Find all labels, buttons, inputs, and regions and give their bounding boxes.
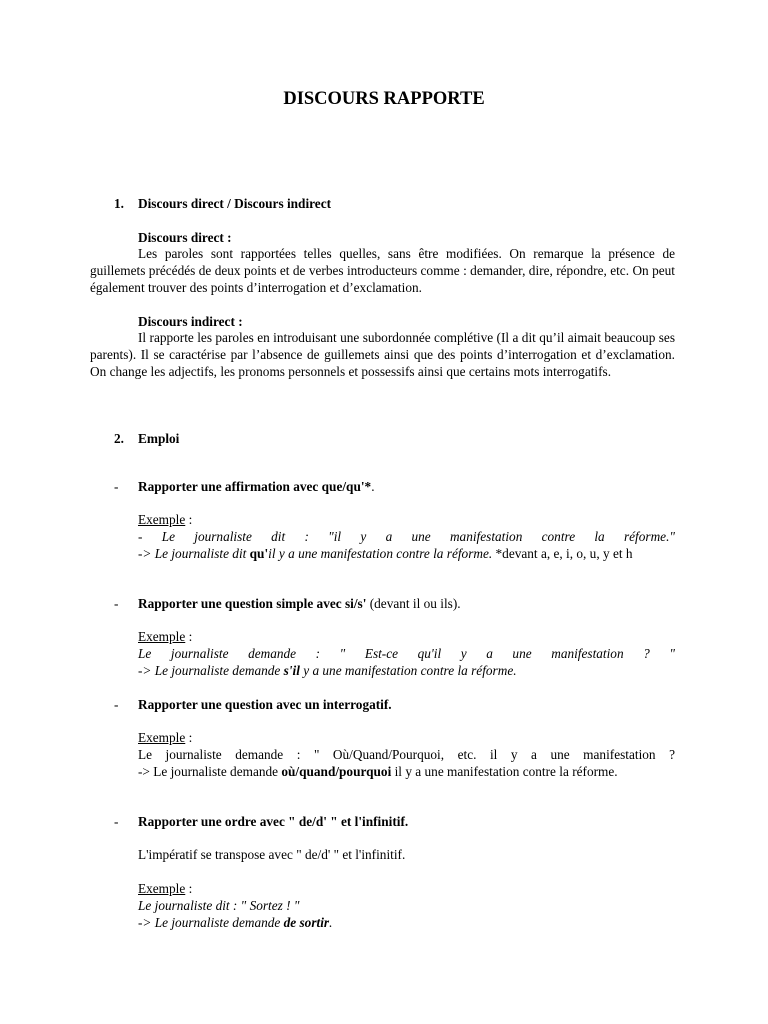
example-1-direct-line: - Le journaliste dit : "il y a une manifestation contre la réforme." xyxy=(138,529,675,544)
example-1-rest-text: il y a une manifestation contre la réforme. xyxy=(268,546,493,561)
example-2-indirect-line xyxy=(138,663,675,680)
example-2-keyword: s'il xyxy=(283,663,300,678)
example-3-label xyxy=(138,730,192,747)
indirect-speech-label: Discours indirect : xyxy=(138,314,243,329)
example-2-label-colon: : xyxy=(185,629,193,644)
item-2-bullet: - xyxy=(114,596,119,611)
item-4-note: L'impératif se transpose avec " de/d' " et l'infinitif. xyxy=(138,847,406,862)
example-3-indirect-line xyxy=(138,764,675,781)
example-3-arrow-text: -> Le journaliste demande xyxy=(138,764,282,779)
section-2-heading: Emploi xyxy=(138,431,180,446)
example-4-label xyxy=(138,881,192,898)
item-2-heading xyxy=(138,596,461,613)
section-2-number: 2. xyxy=(114,431,124,446)
section-1-number: 1. xyxy=(114,196,124,211)
example-3-label-text: Exemple xyxy=(138,730,186,745)
example-1-arrow-text: -> Le journaliste dit xyxy=(138,546,250,561)
item-1-heading-after: . xyxy=(371,479,375,494)
example-2-direct-line: Le journaliste demande : " Est-ce qu'il y a une manifestation ? " xyxy=(138,646,675,661)
example-3-direct-line: Le journaliste demande : " Où/Quand/Pourquoi, etc. il y a une manifestation ? xyxy=(138,747,675,762)
example-1-footnote: *devant a, e, i, o, u, y et h xyxy=(492,546,633,561)
example-4-label-colon: : xyxy=(185,881,193,896)
item-3-bullet: - xyxy=(114,697,119,712)
example-4-keyword: de sortir xyxy=(283,915,330,930)
example-4-rest-text: . xyxy=(329,915,333,930)
example-3-label-colon: : xyxy=(185,730,193,745)
example-1-label xyxy=(138,512,192,529)
example-4-direct-line: Le journaliste dit : " Sortez ! " xyxy=(138,898,300,913)
item-4-heading: Rapporter une ordre avec " de/d' " et l'infinitif. xyxy=(138,814,409,829)
example-3-rest-text: il y a une manifestation contre la réforme. xyxy=(391,764,618,779)
example-2-label-text: Exemple xyxy=(138,629,186,644)
example-1-label-text: Exemple xyxy=(138,512,186,527)
direct-speech-paragraph: Les paroles sont rapportées telles quelles, sans être modifiées. On remarque la présence de guillemets précédés de deux points et de verbes introducteurs comme : demander, dire, répondre, etc. On peut également trouver des points d’interrogation et d’exclamation. xyxy=(90,246,675,295)
example-2-arrow-text: -> Le journaliste demande xyxy=(138,663,284,678)
example-3-keyword: où/quand/pourquoi xyxy=(281,764,392,779)
item-1-heading xyxy=(138,479,375,496)
example-1-keyword: qu' xyxy=(249,546,269,561)
example-1-indirect-line xyxy=(138,546,675,563)
section-1-heading: Discours direct / Discours indirect xyxy=(138,196,332,211)
item-2-heading-text: Rapporter une question simple avec si/s' xyxy=(138,596,367,611)
page-title: DISCOURS RAPPORTE xyxy=(283,89,485,109)
item-4-bullet: - xyxy=(114,814,119,829)
item-2-heading-after: (devant il ou ils). xyxy=(366,596,461,611)
example-4-label-text: Exemple xyxy=(138,881,186,896)
direct-speech-label: Discours direct : xyxy=(138,230,232,245)
example-2-label xyxy=(138,629,192,646)
example-4-arrow-text: -> Le journaliste demande xyxy=(138,915,284,930)
example-4-indirect-line xyxy=(138,915,332,932)
example-1-label-colon: : xyxy=(185,512,193,527)
item-1-bullet: - xyxy=(114,479,119,494)
example-2-rest-text: y a une manifestation contre la réforme. xyxy=(299,663,517,678)
item-3-heading: Rapporter une question avec un interrogatif. xyxy=(138,697,392,712)
indirect-speech-paragraph: Il rapporte les paroles en introduisant une subordonnée complétive (Il a dit qu’il aimait beaucoup ses parents). Il se caractérise par l’absence de guillemets ainsi que des points d’interrogation et d’exclamation. On change les adjectifs, les pronoms personnels et possessifs ainsi que certains mots interrogatifs. xyxy=(90,330,675,379)
item-1-heading-text: Rapporter une affirmation avec que/qu'* xyxy=(138,479,372,494)
